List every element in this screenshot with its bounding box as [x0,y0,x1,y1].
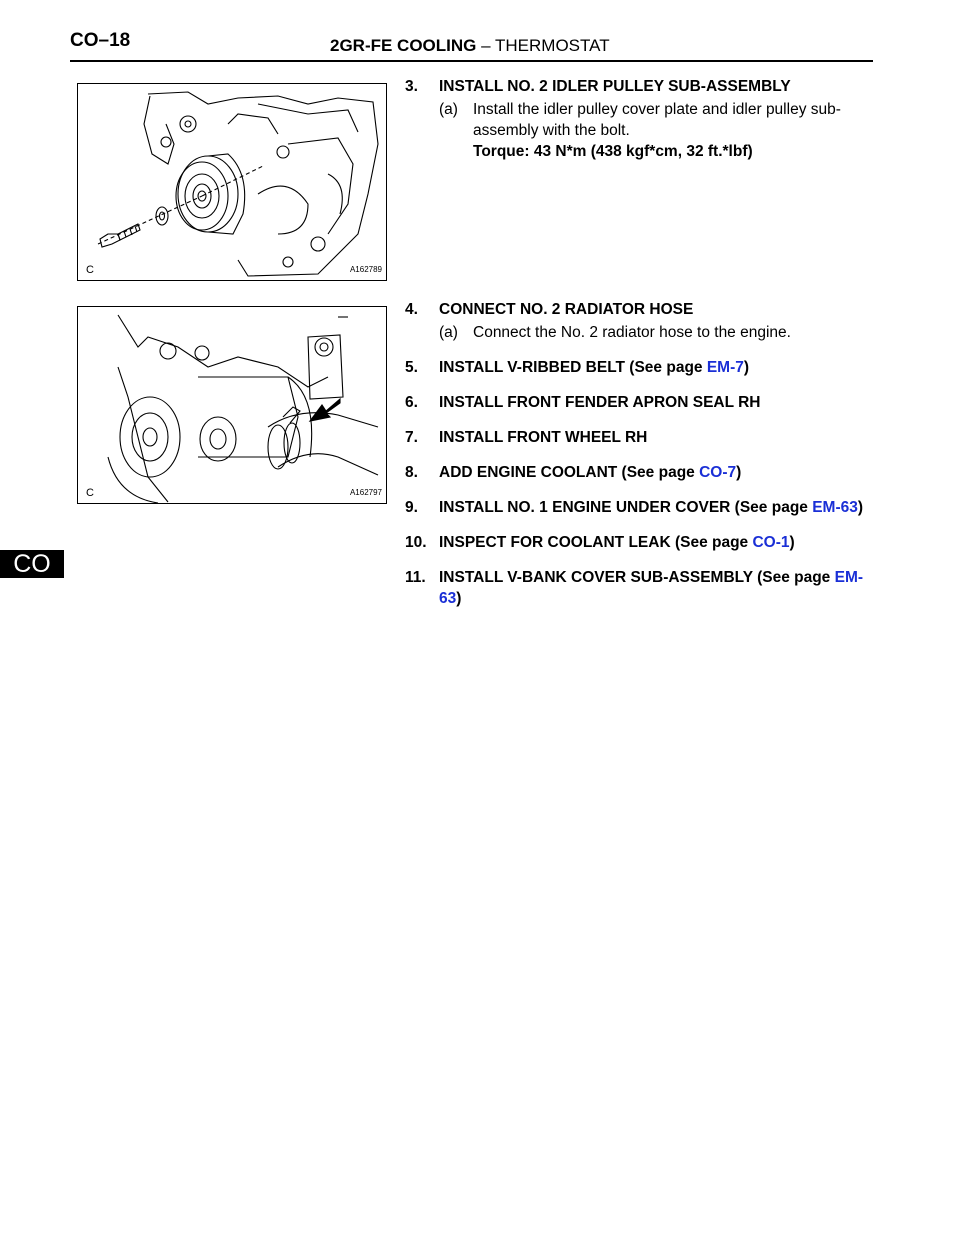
substep-text: Connect the No. 2 radiator hose to the engine. [473,324,791,341]
step-title: INSPECT FOR COOLANT LEAK (See page [439,534,753,551]
radiator-hose-illustration [77,306,387,504]
step-number: 6. [405,394,418,411]
step-7 [405,427,865,448]
step-number: 9. [405,499,418,516]
step-title: INSTALL FRONT FENDER APRON SEAL RH [439,394,761,411]
substep-label: (a) [439,324,458,341]
substep-a [439,322,865,343]
step-title: INSTALL NO. 2 IDLER PULLEY SUB-ASSEMBLY [439,78,791,95]
step-title: INSTALL FRONT WHEEL RH [439,429,648,446]
section-title-bold: 2GR-FE COOLING [330,36,477,55]
figure-code: A162789 [349,265,382,274]
substep-a [439,99,865,162]
idler-pulley-drawing [78,84,386,280]
step-number: 8. [405,464,418,481]
substep-text: Install the idler pulley cover plate and idler pulley sub-assembly with the bolt. [473,101,841,139]
step-3-block [405,76,865,176]
page-number: CO–18 [70,30,131,51]
figure-letter: C [86,487,94,499]
step-5 [405,357,865,378]
step-6 [405,392,865,413]
step-number: 7. [405,429,418,446]
step-title: ADD ENGINE COOLANT (See page [439,464,700,481]
step-4 [405,299,865,343]
step-number: 5. [405,359,418,376]
step-10 [405,532,865,553]
page-link-co-7[interactable]: CO-7 [699,464,737,481]
step-title: INSTALL V-RIBBED BELT (See page [439,359,707,376]
section-title-rest: – THERMOSTAT [476,36,610,55]
step-9 [405,497,865,518]
step-11 [405,567,865,609]
step-3 [405,76,865,162]
step-close: ) [789,534,795,551]
radiator-hose-drawing [78,307,386,503]
section-title [330,36,610,56]
steps-4-11-block [405,299,865,623]
page-link-em-63[interactable]: EM-63 [439,569,864,607]
step-8 [405,462,865,483]
page-link-co-1[interactable]: CO-1 [752,534,790,551]
step-title: INSTALL NO. 1 ENGINE UNDER COVER (See page [439,499,813,516]
step-title: CONNECT NO. 2 RADIATOR HOSE [439,301,694,318]
idler-pulley-illustration [77,83,387,281]
page-link-em-63[interactable]: EM-63 [812,499,858,516]
torque-spec: Torque: 43 N*m (438 kgf*cm, 32 ft.*lbf) [473,143,753,160]
step-number: 11. [405,569,426,586]
figure-code: A162797 [349,488,382,497]
substep-label: (a) [439,101,458,118]
step-number: 4. [405,301,418,318]
figure-letter: C [86,264,94,276]
step-close: ) [857,499,864,516]
step-number: 3. [405,78,418,95]
header-rule [70,60,873,62]
step-close: ) [456,590,462,607]
page-link-em-7[interactable]: EM-7 [706,359,744,376]
step-close: ) [736,464,742,481]
step-close: ) [743,359,750,376]
step-title: INSTALL V-BANK COVER SUB-ASSEMBLY (See page [439,569,835,586]
step-number: 10. [405,534,427,551]
section-tab: CO [0,550,64,578]
